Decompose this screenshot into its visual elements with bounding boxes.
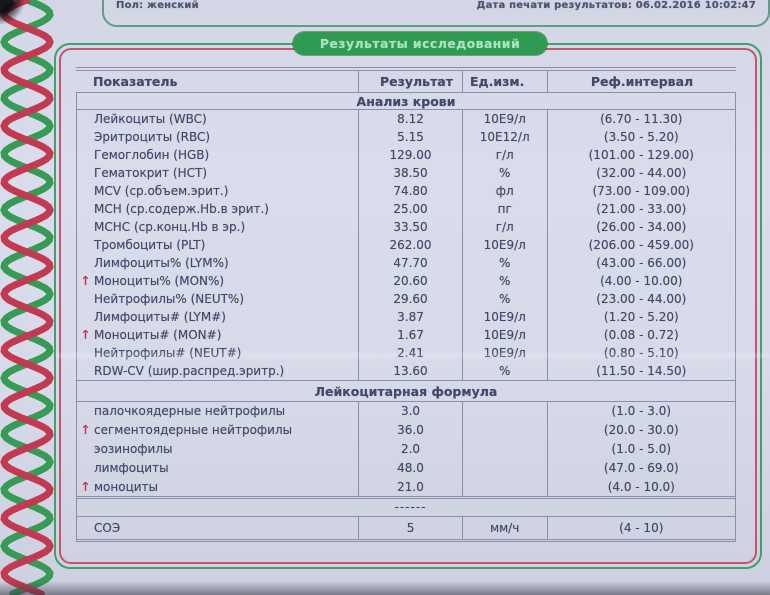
row-ref: (20.0 - 30.0) (547, 421, 735, 440)
row-result: 38.50 (358, 164, 463, 182)
row-name: MCV (ср.объем.эрит.) (94, 184, 229, 198)
row-name: Моноциты% (MON%) (94, 274, 225, 288)
table-row (77, 272, 735, 290)
row-ref: (32.00 - 44.00) (547, 164, 735, 182)
row-ref: (0.08 - 0.72) (547, 326, 735, 344)
section-header: Лейкоцитарная формула (77, 380, 735, 402)
row-ref: (4 - 10) (547, 517, 735, 539)
row-name: Эритроциты (RBC) (94, 130, 211, 144)
row-result: 74.80 (358, 182, 463, 200)
row-unit: 10E9/л (483, 346, 526, 360)
row-unit (463, 477, 547, 496)
row-unit: % (499, 274, 511, 288)
high-arrow-icon: ↑ (80, 273, 91, 289)
row-result: 20.60 (358, 272, 463, 290)
row-unit (463, 440, 547, 459)
row-result: 48.0 (358, 458, 463, 477)
row-unit: % (499, 292, 511, 306)
results-table (76, 67, 736, 542)
row-result: 262.00 (358, 236, 463, 254)
row-name: MCH (ср.содерж.Hb.в эрит.) (94, 202, 269, 216)
row-name: палочкоядерные нейтрофилы (94, 404, 286, 419)
row-result: 29.60 (358, 290, 463, 308)
row-result: 36.0 (358, 421, 463, 440)
row-result: 25.00 (358, 200, 463, 218)
row-name: моноциты (94, 479, 159, 494)
table-row (77, 477, 735, 499)
table-row (77, 110, 735, 128)
table-row (77, 182, 735, 200)
row-name: Нейтрофилы% (NEUT%) (94, 292, 245, 306)
row-ref: (73.00 - 109.00) (547, 182, 735, 200)
column-header-indicator: Показатель (93, 74, 178, 89)
table-row (77, 421, 735, 440)
row-name: Лимфоциты% (LYM%) (94, 256, 229, 270)
table-row (77, 218, 735, 236)
row-unit: г/л (495, 220, 514, 234)
row-unit: мм/ч (490, 520, 520, 535)
row-name: сегментоядерные нейтрофилы (94, 423, 293, 438)
row-ref: (21.00 - 33.00) (547, 200, 735, 218)
table-row (77, 440, 735, 459)
photo-edge-shadow (0, 581, 770, 595)
row-unit: 10E9/л (483, 310, 526, 324)
column-header-result: Результат (358, 71, 463, 92)
row-unit: % (499, 166, 511, 180)
table-row (77, 402, 735, 421)
row-result: 13.60 (358, 362, 463, 380)
row-unit: фл (495, 184, 514, 198)
row-result: 3.0 (358, 402, 463, 421)
paper-crease (56, 353, 770, 358)
separator-dashes: ------ (394, 500, 427, 515)
row-name: СОЭ (94, 520, 121, 535)
row-ref: (26.00 - 34.00) (547, 218, 735, 236)
table-row (77, 254, 735, 272)
print-date-label: Дата печати результатов: 06.02.2016 10:02:47 (476, 0, 756, 11)
table-row (77, 517, 735, 542)
high-arrow-icon: ↑ (80, 327, 91, 343)
row-result: 2.41 (358, 344, 463, 362)
row-ref: (3.50 - 5.20) (547, 128, 735, 146)
row-ref: (23.00 - 44.00) (547, 290, 735, 308)
row-unit (463, 458, 547, 477)
row-ref: (4.00 - 10.00) (547, 272, 735, 290)
table-row (77, 308, 735, 326)
row-result: 21.0 (358, 477, 463, 496)
row-unit: 10E9/л (483, 112, 526, 126)
row-ref: (1.0 - 5.0) (547, 440, 735, 459)
table-row (77, 458, 735, 477)
row-name: Лимфоциты# (LYM#) (94, 310, 226, 324)
row-result: 5.15 (358, 128, 463, 146)
row-name: Гематокрит (HCT) (94, 166, 208, 180)
table-row (77, 146, 735, 164)
row-ref: (11.50 - 14.50) (547, 362, 735, 380)
row-name: Тромбоциты (PLT) (94, 238, 206, 252)
row-ref: (101.00 - 129.00) (547, 146, 735, 164)
table-row (77, 290, 735, 308)
row-result: 1.67 (358, 326, 463, 344)
table-row (77, 128, 735, 146)
row-unit: г/л (495, 148, 514, 162)
separator-row (77, 499, 735, 517)
table-row (77, 236, 735, 254)
patient-sex-label: Пол: женский (116, 0, 199, 11)
row-name: Лейкоциты (WBC) (94, 112, 207, 126)
row-ref: (0.80 - 5.10) (547, 344, 735, 362)
row-name: RDW-CV (шир.распред.эритр.) (94, 364, 285, 378)
table-header-row (76, 67, 736, 93)
row-ref: (1.20 - 5.20) (547, 308, 735, 326)
column-header-ref-interval: Реф.интервал (547, 71, 736, 92)
row-unit (463, 402, 547, 421)
row-unit: % (499, 256, 511, 270)
table-row (77, 200, 735, 218)
row-ref: (4.0 - 10.0) (547, 477, 735, 496)
row-name: лимфоциты (94, 460, 169, 475)
row-name: MCHC (ср.конц.Hb в эр.) (94, 220, 246, 234)
row-name: эозинофилы (94, 441, 173, 456)
row-result: 2.0 (358, 440, 463, 459)
row-result: 8.12 (358, 110, 463, 128)
row-ref: (47.0 - 69.0) (547, 458, 735, 477)
table-row (77, 326, 735, 344)
column-header-units: Ед.изм. (470, 74, 525, 89)
photo-corner-shadow (0, 0, 26, 26)
row-name: Гемоглобин (HGB) (94, 148, 210, 162)
row-ref: (206.00 - 459.00) (547, 236, 735, 254)
row-unit: % (499, 364, 511, 378)
high-arrow-icon: ↑ (80, 478, 91, 494)
row-unit: 10E9/л (483, 238, 526, 252)
table-row (77, 164, 735, 182)
row-result: 33.50 (358, 218, 463, 236)
row-result: 47.70 (358, 254, 463, 272)
row-name: Моноциты# (MON#) (94, 328, 222, 342)
row-ref: (6.70 - 11.30) (547, 110, 735, 128)
row-unit: пг (497, 202, 512, 216)
row-result: 5 (358, 517, 463, 539)
row-unit: 10E12/л (479, 130, 530, 144)
high-arrow-icon: ↑ (80, 422, 91, 438)
dna-helix-decoration (0, 0, 58, 595)
row-name: Нейтрофилы# (NEUT#) (94, 346, 242, 360)
row-result: 3.87 (358, 308, 463, 326)
row-ref: (43.00 - 66.00) (547, 254, 735, 272)
row-ref: (1.0 - 3.0) (547, 402, 735, 421)
row-result: 129.00 (358, 146, 463, 164)
row-unit (463, 421, 547, 440)
row-unit: 10E9/л (483, 328, 526, 342)
table-row (77, 362, 735, 380)
section-header: Анализ крови (77, 93, 735, 110)
results-banner: Результаты исследований (293, 32, 547, 55)
